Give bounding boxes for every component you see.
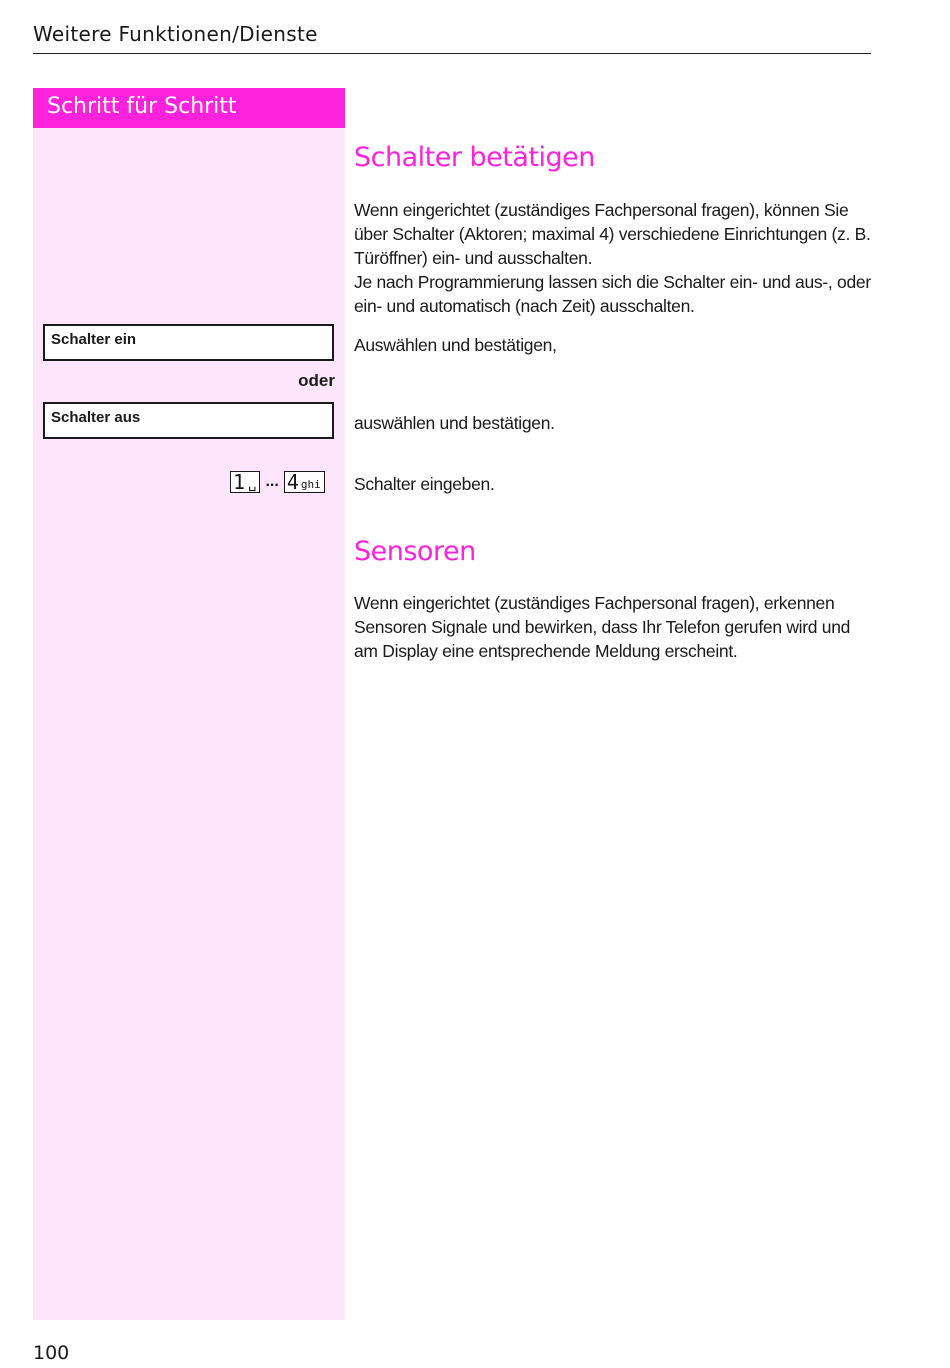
page-number: 100 [33,1342,70,1364]
sidebar-title: Schritt für Schritt [33,88,345,128]
heading-sensoren: Sensoren [354,536,476,567]
step-on-text: Auswählen und bestätigen, [354,335,557,355]
key-4-icon[interactable]: 4 ghi [284,471,325,493]
intro-paragraph [354,198,874,318]
sensoren-paragraph: Wenn eingerichtet (zuständiges Fachpersonal fragen), erkennen Sensoren Signale und bewirken, dass Ihr Telefon gerufen wird und am Display eine entsprechende Meldung erscheint. [354,593,851,661]
step-by-step-sidebar [33,88,345,1320]
or-label: oder [298,371,335,390]
keypad-range [230,470,325,494]
header-rule [33,53,871,54]
running-header: Weitere Funktionen/Dienste [33,22,318,46]
heading-schalter-betaetigen: Schalter betätigen [354,142,595,173]
menu-option-schalter-aus[interactable]: Schalter aus [43,402,334,439]
step-enter-text: Schalter eingeben. [354,474,495,494]
intro-line-2: Je nach Programmierung lassen sich die Schalter ein- und aus-, oder ein- und automatisch (nach Zeit) ausschalten. [354,272,871,316]
key-1-icon[interactable]: 1 ␣ [230,471,260,493]
intro-line-1: Wenn eingerichtet (zuständiges Fachpersonal fragen), können Sie über Schalter (Aktoren; maximal 4) verschiedene Einrichtungen (z. B. Türöffner) ein- und ausschalten. [354,200,871,268]
menu-option-schalter-ein[interactable]: Schalter ein [43,324,334,361]
step-off-text: auswählen und bestätigen. [354,413,555,433]
range-ellipsis: ... [265,473,279,490]
